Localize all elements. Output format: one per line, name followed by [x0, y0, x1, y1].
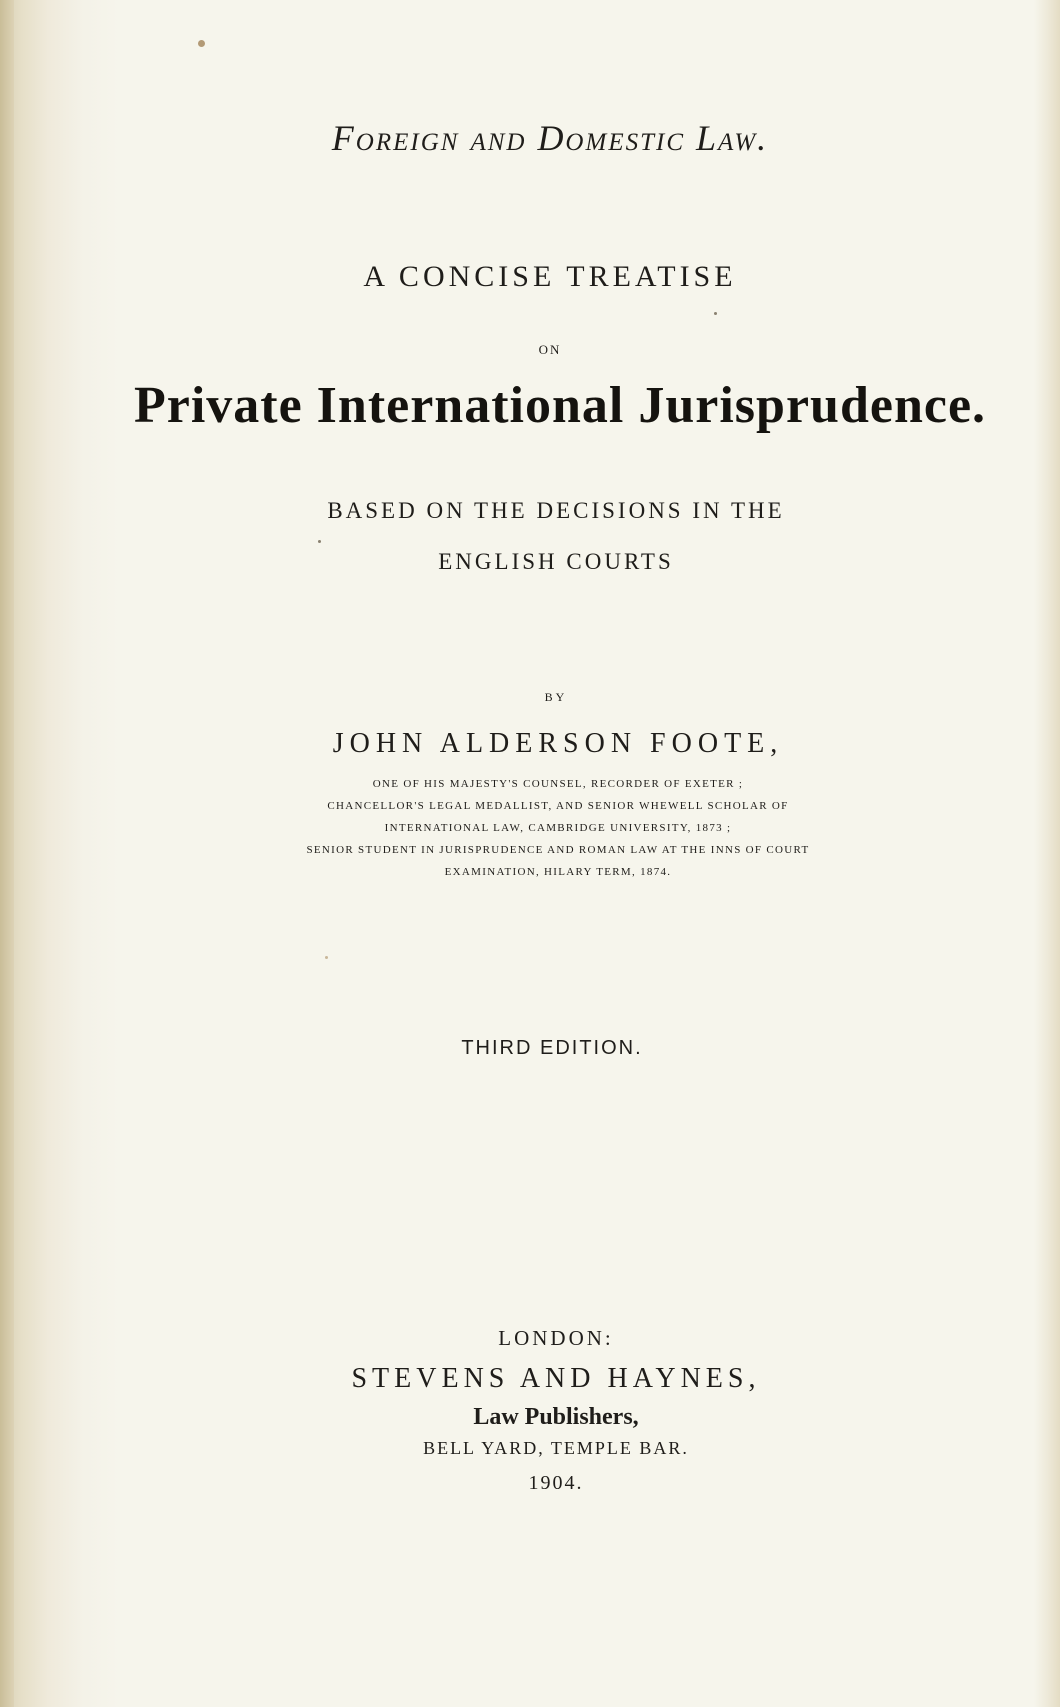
imprint-address: BELL YARD, TEMPLE BAR. — [423, 1438, 689, 1458]
paper-speck — [318, 540, 321, 543]
by-label: BY — [544, 690, 568, 704]
paper-speck — [198, 40, 205, 47]
connector-text: ON — [538, 342, 562, 357]
imprint-publisher: STEVENS AND HAYNES, — [351, 1363, 761, 1394]
author-credential: ONE OF HIS MAJESTY'S COUNSEL, RECORDER OF EXETER ; — [372, 778, 744, 790]
paper-speck — [325, 956, 328, 959]
author-credential: CHANCELLOR'S LEGAL MEDALLIST, AND SENIOR WHEWELL SCHOLAR OF — [327, 800, 789, 812]
imprint-publisher-type: Law Publishers, — [473, 1404, 639, 1430]
author-credential: EXAMINATION, HILARY TERM, 1874. — [444, 866, 672, 878]
author-name: JOHN ALDERSON FOOTE, — [332, 728, 784, 759]
basis-line-2: ENGLISH COURTS — [438, 549, 674, 574]
author-credential: INTERNATIONAL LAW, CAMBRIDGE UNIVERSITY, 1873 ; — [384, 822, 732, 834]
page-binding-edge — [0, 0, 14, 1707]
author-credential: SENIOR STUDENT IN JURISPRUDENCE AND ROMAN LAW AT THE INNS OF COURT — [306, 844, 810, 856]
basis-line-1: BASED ON THE DECISIONS IN THE — [327, 498, 785, 523]
imprint-place: LONDON: — [498, 1326, 614, 1350]
main-title: Private International Jurisprudence. — [133, 377, 987, 434]
series-title: Foreign and Domestic Law. — [331, 118, 769, 158]
paper-speck — [714, 312, 717, 315]
imprint-year: 1904. — [528, 1472, 584, 1494]
edition-label: THIRD EDITION. — [461, 1037, 643, 1059]
subtitle: A CONCISE TREATISE — [363, 260, 737, 293]
